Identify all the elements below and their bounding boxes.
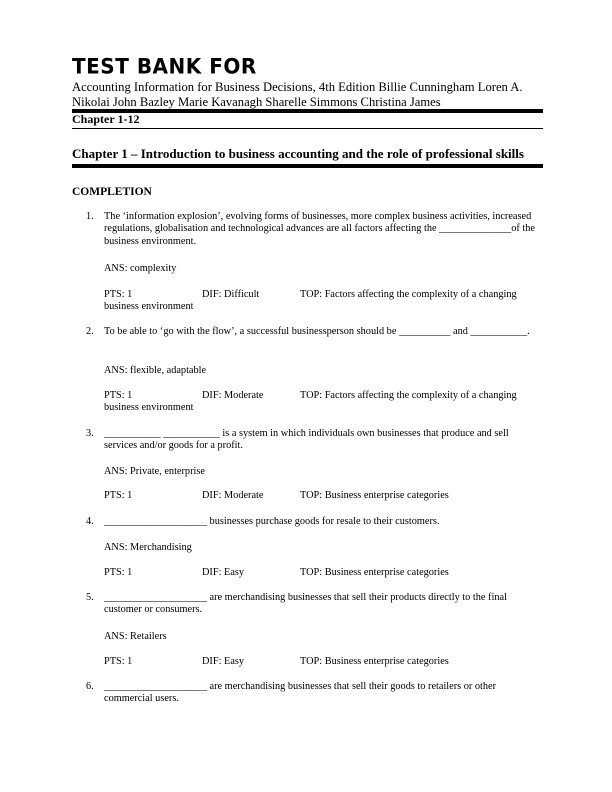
points: PTS: 1	[104, 289, 133, 300]
difficulty: DIF: Easy	[202, 567, 245, 578]
chapter-range: Chapter 1-12	[72, 112, 140, 126]
answer: ANS: Private, enterprise	[104, 466, 205, 477]
question-number: 3.	[86, 428, 94, 439]
question-number: 4.	[86, 516, 94, 527]
chapter-title: Chapter 1 – Introduction to business accounting and the role of professional skills	[72, 146, 524, 161]
difficulty: DIF: Easy	[202, 656, 245, 667]
question-text: To be able to ‘go with the flow’, a successful businessperson should be __________ and ___________.	[104, 326, 530, 337]
question-number: 1.	[86, 211, 94, 222]
question-number: 6.	[86, 681, 94, 692]
question-text: ____________________ are merchandising businesses that sell their goods to retailers or other commercial users.	[104, 681, 497, 705]
question-text: The ‘information explosion’, evolving forms of businesses, more complex business activities, increased regulations, globalisation and technological advances are all factors affecting the ______________of the business environment.	[104, 211, 535, 247]
section-heading: COMPLETION	[72, 186, 152, 198]
question-text: ____________________ businesses purchase goods for resale to their customers.	[104, 516, 440, 527]
points: PTS: 1	[104, 390, 133, 401]
topic: TOP: Business enterprise categories	[300, 567, 449, 578]
header-rule-top	[72, 109, 543, 113]
question-meta	[104, 289, 544, 314]
question-meta	[104, 656, 544, 668]
question-text: ___________ ___________ is a system in which individuals own businesses that produce and sell services and/or goods for a profit.	[104, 428, 509, 452]
banner-title: TEST BANK FOR	[72, 53, 257, 79]
header-rule-bottom	[72, 128, 543, 129]
topic: TOP: Factors affecting the complexity of a changing business environment	[104, 289, 517, 313]
answer: ANS: Retailers	[104, 631, 167, 642]
answer: ANS: complexity	[104, 263, 177, 274]
question-meta	[104, 490, 544, 502]
difficulty: DIF: Moderate	[202, 490, 264, 501]
question-meta	[104, 390, 544, 415]
points: PTS: 1	[104, 490, 133, 501]
difficulty: DIF: Difficult	[202, 289, 260, 300]
question-number: 5.	[86, 592, 94, 603]
points: PTS: 1	[104, 656, 133, 667]
topic: TOP: Business enterprise categories	[300, 656, 449, 667]
topic: TOP: Business enterprise categories	[300, 490, 449, 501]
topic: TOP: Factors affecting the complexity of a changing business environment	[104, 390, 517, 414]
question-meta	[104, 567, 544, 579]
question-text: ____________________ are merchandising businesses that sell their products directly to the final customer or consumers.	[104, 592, 507, 616]
answer: ANS: Merchandising	[104, 542, 192, 553]
book-subtitle: Accounting Information for Business Decisions, 4th Edition Billie Cunningham Loren A. Nikolai John Bazley Marie Kavanagh Sharelle Simmons Christina James	[72, 80, 523, 109]
chapter-rule	[72, 164, 543, 168]
question-number: 2.	[86, 326, 94, 337]
difficulty: DIF: Moderate	[202, 390, 264, 401]
points: PTS: 1	[104, 567, 133, 578]
answer: ANS: flexible, adaptable	[104, 365, 207, 376]
